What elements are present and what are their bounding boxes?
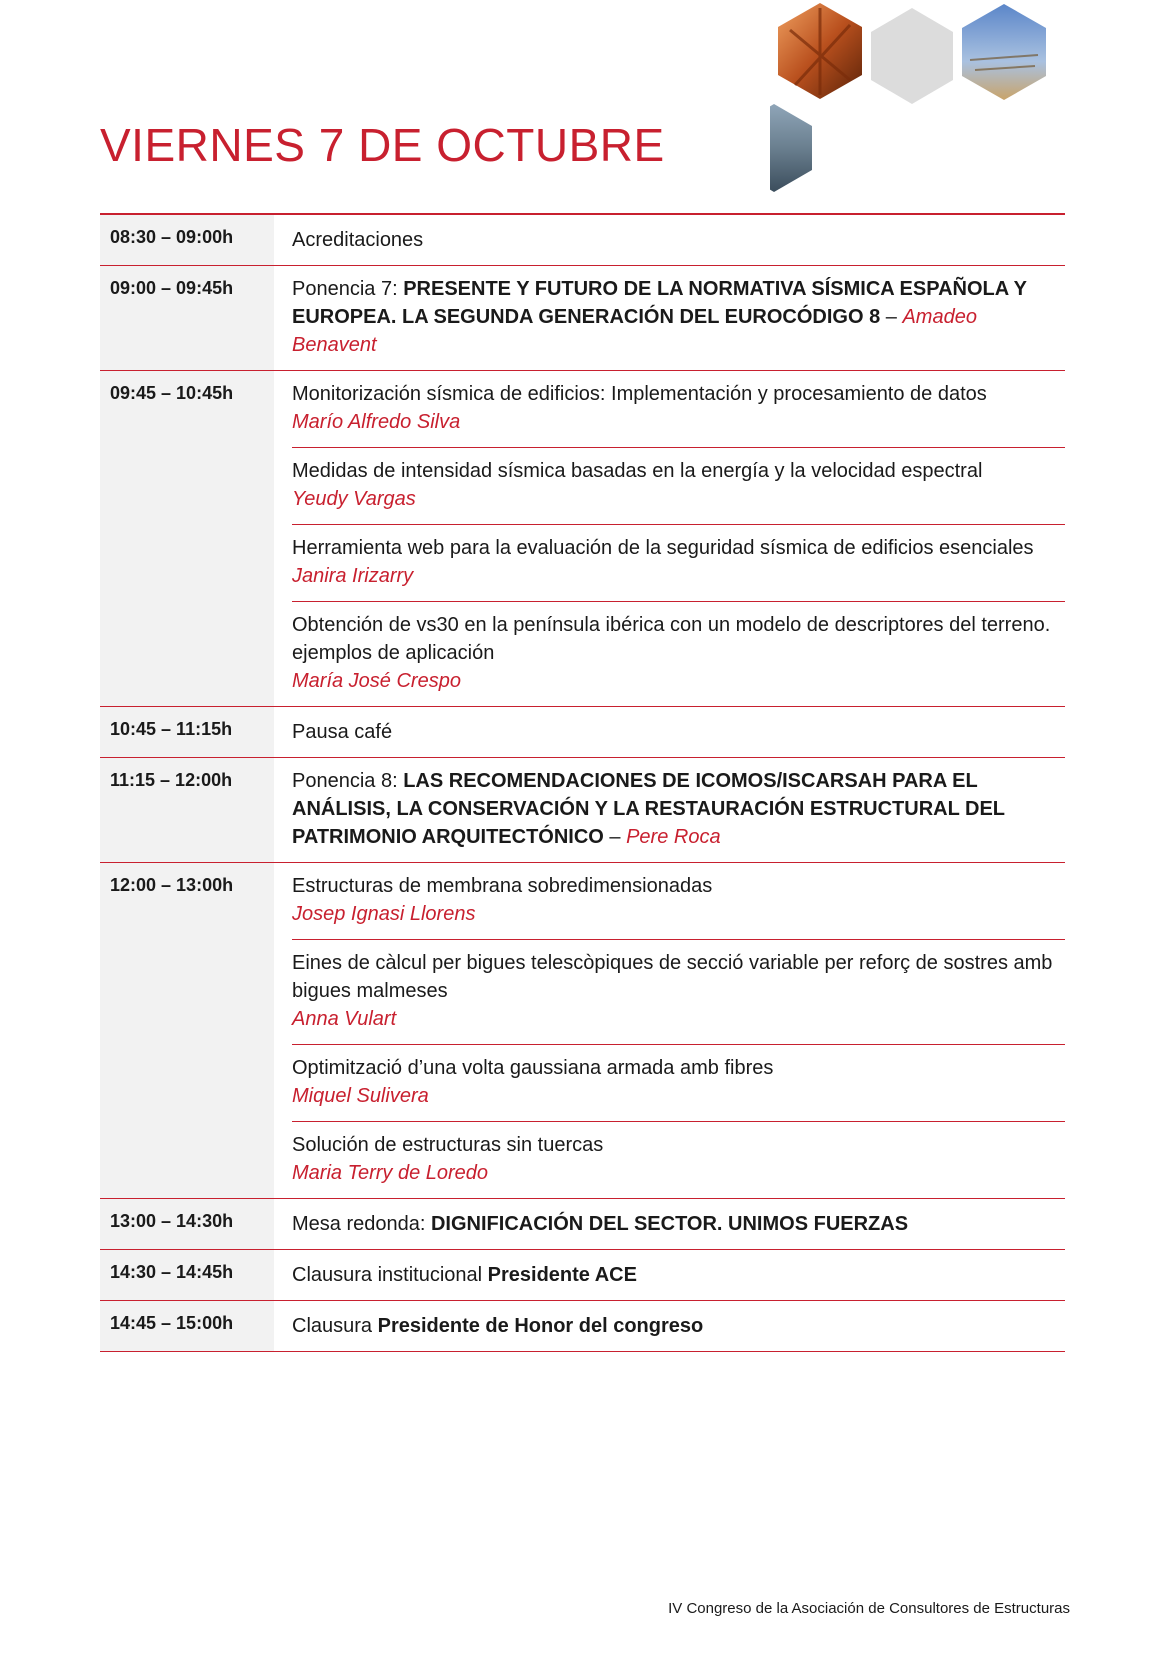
talk-title: Eines de càlcul per bigues telescòpiques de secció variable per reforç de sostres amb bigues malmeses <box>292 952 1053 1002</box>
row-content <box>274 266 1065 370</box>
separator-dash: – <box>880 306 903 328</box>
speaker-name: Amadeo Benavent <box>292 306 977 356</box>
session-item <box>292 1301 1065 1351</box>
session-item <box>292 707 1065 757</box>
time-slot: 08:30 – 09:00h <box>100 215 274 265</box>
session-title: Presidente de Honor del congreso <box>377 1315 704 1337</box>
time-slot: 11:15 – 12:00h <box>100 758 274 862</box>
speaker-name: Josep Ignasi Llorens <box>292 903 476 925</box>
session-prefix: Clausura institucional <box>292 1264 488 1286</box>
table-row <box>100 371 1065 707</box>
session-item <box>292 1199 1065 1249</box>
speaker-name: María José Crespo <box>292 670 461 692</box>
separator-dash: – <box>603 826 627 848</box>
session-item <box>292 266 1065 370</box>
table-row <box>100 758 1065 863</box>
talk-title: Herramienta web para la evaluación de la seguridad sísmica de edificios esenciales <box>292 537 1034 559</box>
row-content <box>274 758 1065 862</box>
table-row <box>100 1301 1065 1352</box>
speaker-name: Miquel Sulivera <box>292 1085 429 1107</box>
session-prefix: Mesa redonda: <box>292 1213 431 1235</box>
session-item <box>292 758 1065 862</box>
row-content <box>274 1250 1065 1300</box>
talk-item <box>292 525 1065 602</box>
session-title: LAS RECOMENDACIONES DE ICOMOS/ISCARSAH PARA EL ANÁLISIS, LA CONSERVACIÓN Y LA RESTAURACIÓN ESTRUCTURAL DEL PATRIMONIO ARQUITECTÓNICO <box>292 770 1005 848</box>
talk-item <box>292 1045 1065 1122</box>
time-slot: 13:00 – 14:30h <box>100 1199 274 1249</box>
time-slot: 12:00 – 13:00h <box>100 863 274 1198</box>
page-footer: IV Congreso de la Asociación de Consultores de Estructuras <box>668 1600 1070 1617</box>
talk-item <box>292 1122 1065 1198</box>
talk-title: Optimització d’una volta gaussiana armada amb fibres <box>292 1057 774 1079</box>
schedule-table <box>100 213 1065 1352</box>
session-text: Pausa café <box>292 721 393 743</box>
table-row <box>100 266 1065 371</box>
talk-item <box>292 940 1065 1045</box>
time-slot: 14:45 – 15:00h <box>100 1301 274 1351</box>
session-title: DIGNIFICACIÓN DEL SECTOR. UNIMOS FUERZAS <box>430 1213 909 1235</box>
talk-item <box>292 448 1065 525</box>
time-slot: 09:00 – 09:45h <box>100 266 274 370</box>
session-title: PRESENTE Y FUTURO DE LA NORMATIVA SÍSMICA ESPAÑOLA Y EUROPEA. LA SEGUNDA GENERACIÓN DEL EUROCÓDIGO 8 <box>292 278 1027 328</box>
row-content <box>274 1199 1065 1249</box>
talk-title: Monitorización sísmica de edificios: Implementación y procesamiento de datos <box>292 383 987 405</box>
table-row <box>100 1250 1065 1301</box>
speaker-name: Pere Roca <box>626 826 721 848</box>
table-row <box>100 1199 1065 1250</box>
talk-title: Medidas de intensidad sísmica basadas en la energía y la velocidad espectral <box>292 460 983 482</box>
row-content <box>274 863 1065 1198</box>
talk-title: Solución de estructuras sin tuercas <box>292 1134 604 1156</box>
session-prefix: Ponencia 8: <box>292 770 404 792</box>
row-content <box>274 707 1065 757</box>
row-content <box>274 371 1065 706</box>
time-slot: 09:45 – 10:45h <box>100 371 274 706</box>
talk-item <box>292 371 1065 448</box>
speaker-name: Yeudy Vargas <box>292 488 416 510</box>
speaker-name: Anna Vulart <box>292 1008 397 1030</box>
row-content <box>274 215 1065 265</box>
speaker-name: Maria Terry de Loredo <box>292 1162 489 1184</box>
row-content <box>274 1301 1065 1351</box>
time-slot: 10:45 – 11:15h <box>100 707 274 757</box>
table-row <box>100 707 1065 758</box>
session-prefix: Ponencia 7: <box>292 278 404 300</box>
speaker-name: Marío Alfredo Silva <box>292 411 461 433</box>
session-item <box>292 215 1065 265</box>
session-prefix: Clausura <box>292 1315 378 1337</box>
session-text: Acreditaciones <box>292 229 424 251</box>
talk-title: Estructuras de membrana sobredimensionadas <box>292 875 713 897</box>
talk-item <box>292 863 1065 940</box>
page-title: VIERNES 7 DE OCTUBRE <box>100 119 665 171</box>
time-slot: 14:30 – 14:45h <box>100 1250 274 1300</box>
table-row <box>100 215 1065 266</box>
speaker-name: Janira Irizarry <box>292 565 414 587</box>
talk-item <box>292 602 1065 706</box>
session-item <box>292 1250 1065 1300</box>
table-row <box>100 863 1065 1199</box>
session-title: Presidente ACE <box>487 1264 637 1286</box>
talk-title: Obtención de vs30 en la península ibérica con un modelo de descriptores del terreno. ejemplos de aplicación <box>292 614 1051 664</box>
